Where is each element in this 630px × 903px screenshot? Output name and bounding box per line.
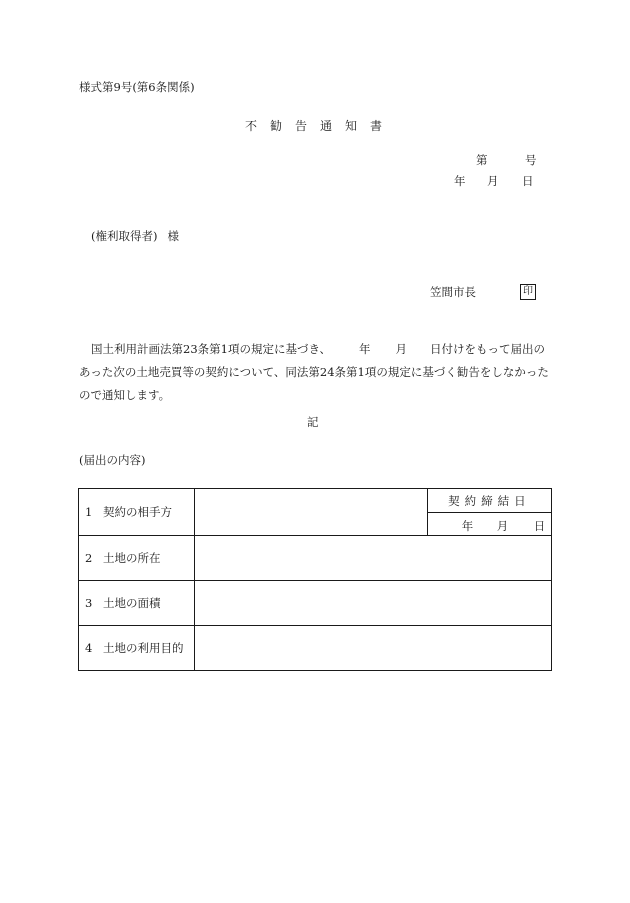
table-row: [79, 536, 552, 581]
row-number: 2: [85, 551, 93, 565]
row-label-text: 契約の相手方: [103, 505, 172, 519]
addressee: [91, 231, 179, 243]
section-label: (届出の内容): [79, 453, 146, 467]
document-title: 不勧告通知書: [245, 119, 396, 133]
document-number-prefix: 第: [476, 153, 488, 167]
table-row: [79, 489, 552, 513]
body-line-1-rest: 日付けをもって届出の: [430, 342, 545, 356]
body-line-3: ので通知します。: [79, 388, 171, 402]
contract-date-header: 契約締結日: [427, 489, 551, 513]
form-number: 様式第9号(第6条関係): [79, 80, 195, 94]
row-label-text: 土地の所在: [103, 551, 161, 565]
row-number: 1: [85, 505, 93, 519]
addressee-honorific: 様: [167, 229, 179, 243]
issuer-title: 笠間市長: [430, 285, 476, 299]
body-line-1-text: 国土利用計画法第23条第1項の規定に基づき、: [91, 342, 331, 356]
notice-body: [79, 338, 559, 407]
ki-heading: 記: [307, 415, 319, 429]
row-label-location: [79, 536, 195, 581]
contract-date-year: 年: [461, 519, 474, 533]
row-label-area: [79, 581, 195, 626]
contract-date-cell: [427, 513, 551, 536]
seal-mark: 印: [520, 284, 536, 300]
counterparty-value-cell: [195, 489, 427, 536]
location-value-cell: [195, 536, 552, 581]
issue-date-year: 年: [454, 174, 466, 188]
body-line-1: [79, 338, 559, 361]
row-label-text: 土地の面積: [103, 596, 161, 610]
body-line-1-year: 年: [359, 342, 371, 356]
row-label-text: 土地の利用目的: [103, 641, 184, 655]
table-row: [79, 626, 552, 671]
notification-content-table: [78, 488, 552, 671]
row-label-purpose: [79, 626, 195, 671]
contract-date-day: 日: [533, 519, 546, 533]
row-number: 4: [85, 641, 93, 655]
row-number: 3: [85, 596, 93, 610]
contract-date-month: 月: [496, 519, 509, 533]
document-number-suffix: 号: [525, 153, 537, 167]
body-line-2: あった次の土地売買等の契約について、同法第24条第1項の規定に基づく勧告をしなかった: [79, 365, 549, 379]
purpose-value-cell: [195, 626, 552, 671]
issue-date-month: 月: [487, 174, 499, 188]
body-line-1-month: 月: [395, 342, 407, 356]
row-label-counterparty: [79, 489, 195, 536]
area-value-cell: [195, 581, 552, 626]
addressee-name: (権利取得者): [91, 229, 158, 243]
issue-date-day: 日: [522, 174, 534, 188]
table-row: [79, 581, 552, 626]
